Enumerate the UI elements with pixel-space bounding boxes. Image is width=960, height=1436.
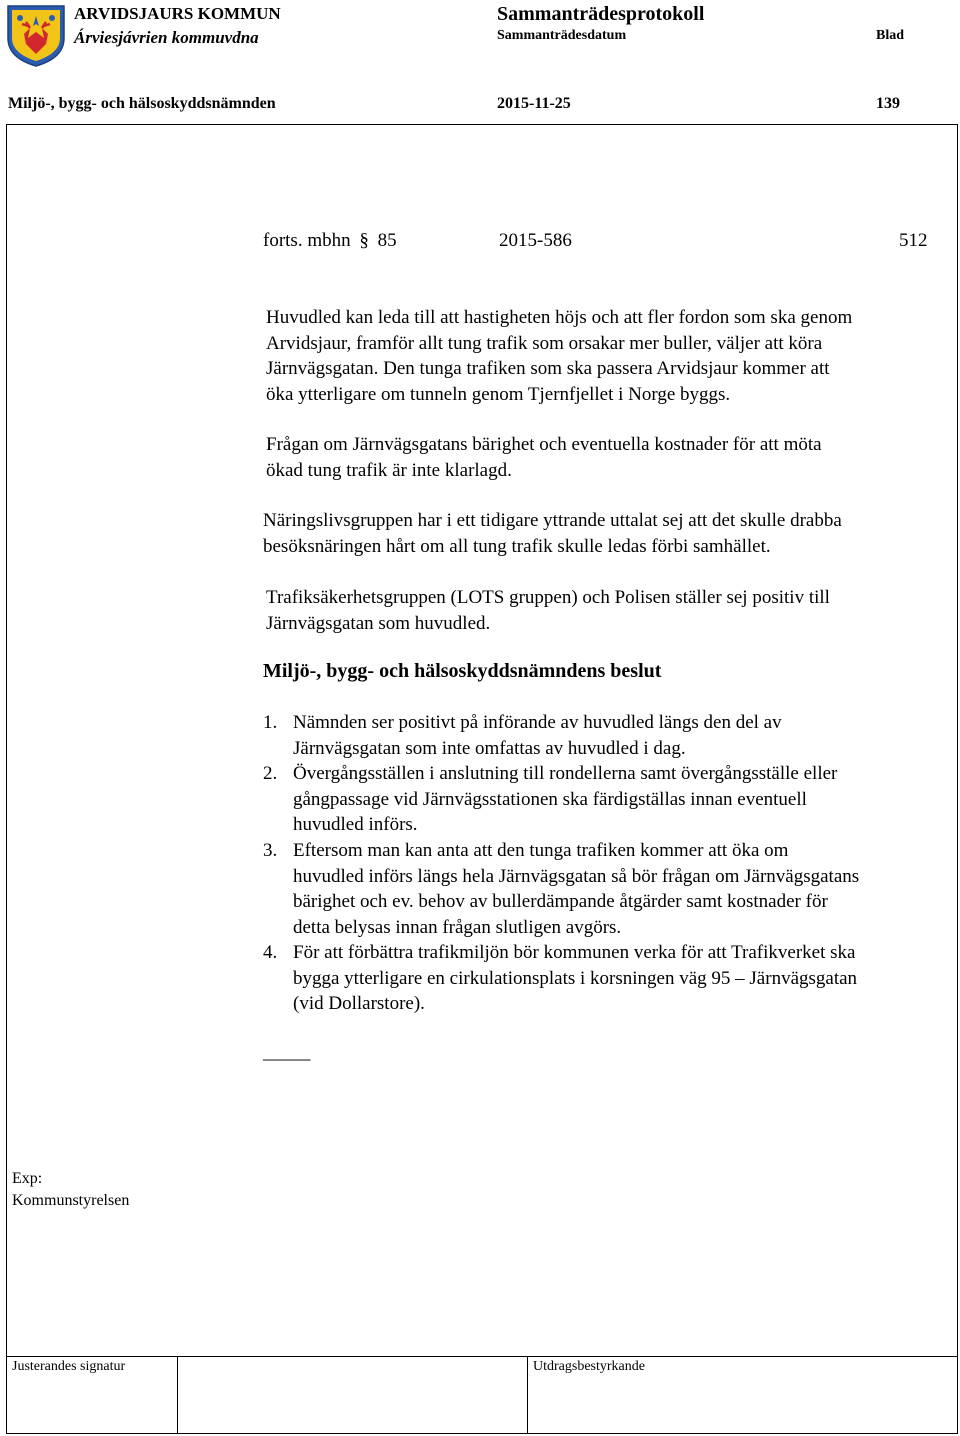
section-ref <box>263 230 397 252</box>
footer-top-rule <box>6 1356 958 1357</box>
paragraph-3 <box>263 508 842 559</box>
protocol-title: Sammanträdesprotokoll <box>497 3 705 25</box>
decision-line: detta belysas innan frågan slutligen avgörs. <box>293 916 622 938</box>
decision-line: För att förbättra trafikmiljön bör kommunen verka för att Trafikverket ska <box>293 942 856 963</box>
paragraph-line: ökad tung trafik är inte klarlagd. <box>266 459 512 481</box>
frame-left-rule <box>6 124 7 1434</box>
decision-item-2 <box>293 761 837 838</box>
decision-line: huvudled införs längs hela Järnvägsgatan så bör frågan om Järnvägsgatans <box>293 865 860 887</box>
decision-heading: Miljö-, bygg- och hälsoskyddsnämndens beslut <box>263 660 662 682</box>
footer-divider-left <box>177 1356 178 1434</box>
frame-bottom-rule <box>6 1433 958 1434</box>
end-mark: _____ <box>263 1042 311 1063</box>
section-ref-text: forts. mbhn <box>263 230 351 251</box>
decision-line: Nämnden ser positivt på införande av huvudled längs den del av <box>293 712 782 733</box>
paragraph-2 <box>266 432 822 483</box>
decision-item-3 <box>293 838 859 940</box>
frame-right-rule <box>957 124 958 1434</box>
meeting-date: 2015-11-25 <box>497 95 571 112</box>
paragraph-line: Järnvägsgatan. Den tunga trafiken som ska passera Arvidsjaur kommer att <box>266 358 830 379</box>
case-code: 512 <box>899 230 928 251</box>
decision-line: Eftersom man kan anta att den tunga trafiken kommer att öka om <box>293 840 789 861</box>
decision-number: 2. <box>263 763 278 784</box>
decision-line: Övergångsställen i anslutning till rondellerna samt övergångsställe eller <box>293 763 838 784</box>
paragraph-line: Huvudled kan leda till att hastigheten höjs och att fler fordon som ska genom <box>266 307 853 328</box>
footer-divider-right <box>527 1356 528 1434</box>
expedition-block <box>12 1168 129 1212</box>
signature-label: Justerandes signatur <box>12 1359 126 1374</box>
page-number: 139 <box>876 95 900 112</box>
municipality-name: ARVIDSJAURS KOMMUN <box>74 4 281 23</box>
expedition-label: Exp: <box>12 1170 43 1187</box>
paragraph-line: Näringslivsgruppen har i ett tidigare yttrande uttalat sej att det skulle drabba <box>263 510 842 531</box>
municipality-crest-logo <box>6 4 66 68</box>
municipality-name-sami: Árviesjávrien kommuvdna <box>74 28 259 47</box>
decision-item-1 <box>293 710 782 761</box>
paragraph-4 <box>266 585 830 636</box>
decision-line: bärighet och ev. behov av bullerdämpande åtgärder samt kostnader för <box>293 891 828 912</box>
paragraph-1 <box>266 305 852 407</box>
paragraph-line: Arvidsjaur, framför allt tung trafik som orsakar mer buller, väljer att köra <box>266 332 823 354</box>
paragraph-symbol: § <box>359 230 369 251</box>
paragraph-line: Trafiksäkerhetsgruppen (LOTS gruppen) och Polisen ställer sej positiv till <box>266 587 830 608</box>
paragraph-number: 85 <box>377 230 397 251</box>
decision-line: (vid Dollarstore). <box>293 993 425 1014</box>
paragraph-line: Järnvägsgatan som huvudled. <box>266 612 491 634</box>
decision-number: 3. <box>263 840 278 861</box>
decision-item-4 <box>293 940 857 1017</box>
committee-name: Miljö-, bygg- och hälsoskyddsnämnden <box>8 95 276 112</box>
paragraph-line: öka ytterligare om tunneln genom Tjernfjellet i Norge byggs. <box>266 383 731 405</box>
paragraph-line: besöksnäringen hårt om all tung trafik skulle ledas förbi samhället. <box>263 535 771 557</box>
date-label: Sammanträdesdatum <box>497 28 627 43</box>
decision-line: bygga ytterligare en cirkulationsplats i korsningen väg 95 – Järnvägsgatan <box>293 967 858 989</box>
decision-line: Järnvägsgatan som inte omfattas av huvudled i dag. <box>293 737 686 759</box>
case-number: 2015-586 <box>499 230 572 251</box>
decision-line: huvudled införs. <box>293 814 418 835</box>
decision-line: gångpassage vid Järnvägsstationen ska färdigställas innan eventuell <box>293 788 807 810</box>
decision-number: 1. <box>263 712 278 733</box>
paragraph-line: Frågan om Järnvägsgatans bärighet och eventuella kostnader för att möta <box>266 434 822 455</box>
decision-number: 4. <box>263 942 278 963</box>
page-label: Blad <box>876 28 905 43</box>
certification-label: Utdragsbestyrkande <box>533 1359 645 1374</box>
frame-top-rule <box>6 124 958 125</box>
expedition-recipient: Kommunstyrelsen <box>12 1192 130 1209</box>
